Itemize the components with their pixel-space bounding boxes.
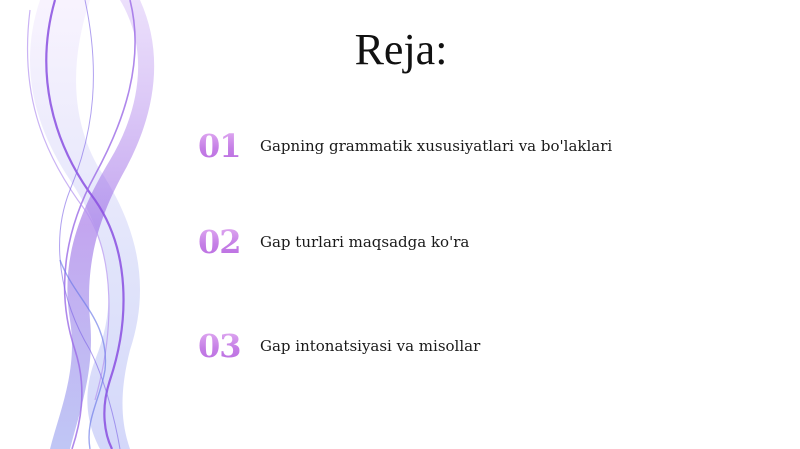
agenda-text-3: Gap intonatsiyasi va misollar — [260, 337, 481, 355]
agenda-item-2 — [198, 222, 469, 262]
agenda-text-2: Gap turlari maqsadga ko'ra — [260, 233, 470, 251]
slide-title: Reja: — [354, 25, 448, 74]
agenda-text-1: Gapning grammatik xususiyatlari va bo'laklari — [260, 137, 613, 155]
agenda-item-1 — [198, 126, 612, 166]
agenda-number-3: 03 — [198, 326, 260, 366]
agenda-number-1: 01 — [198, 126, 260, 166]
agenda-number-2: 02 — [198, 222, 260, 262]
agenda-item-3 — [198, 326, 480, 366]
